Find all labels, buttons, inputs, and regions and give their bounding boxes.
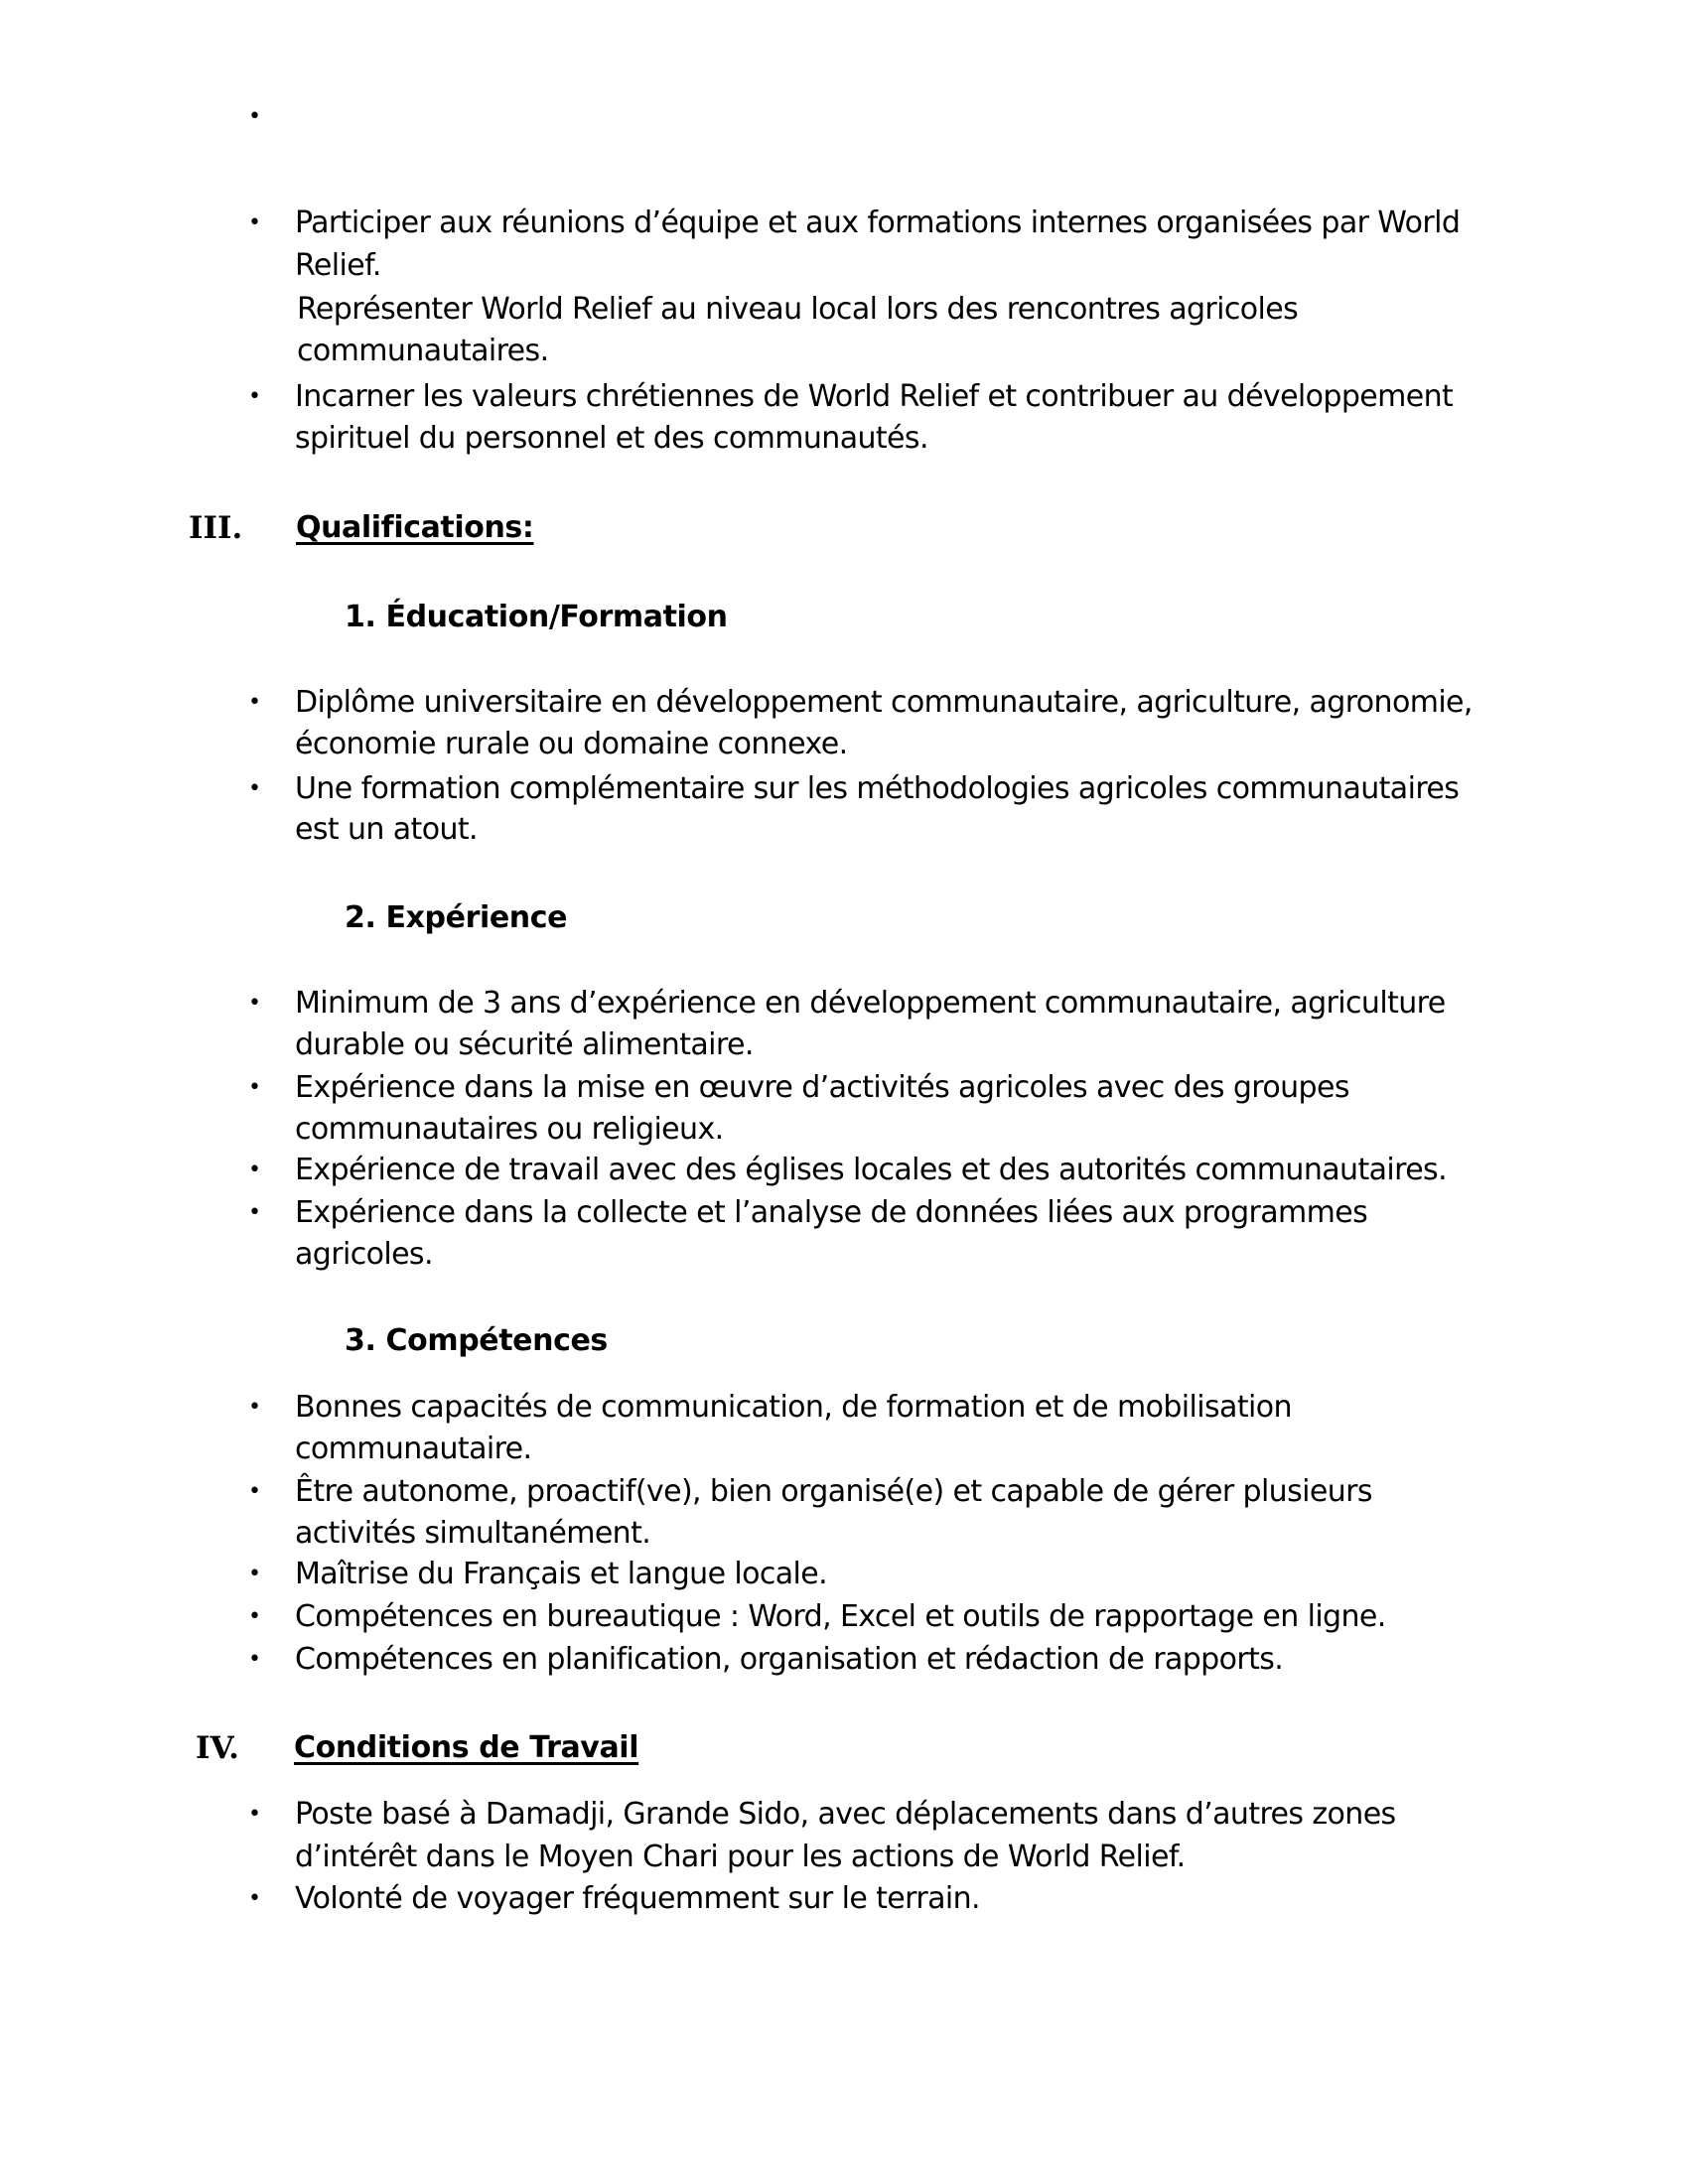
list-item-line: Expérience de travail avec des églises locales et des autorités communautaires. <box>295 1153 1448 1187</box>
list-item-line: Représenter World Relief au niveau local lors des rencontres agricoles <box>297 292 1299 327</box>
list-item-line: économie rurale ou domaine connexe. <box>295 727 848 761</box>
bullet-icon: • <box>248 991 261 1016</box>
list-item-line: Expérience dans la mise en œuvre d’activités agricoles avec des groupes <box>295 1070 1349 1105</box>
section-number: IV. <box>196 1730 239 1766</box>
bullet-icon: • <box>248 384 261 409</box>
bullet-icon: • <box>248 1562 261 1586</box>
bullet-icon: • <box>248 1158 261 1182</box>
list-item-line: Maîtrise du Français et langue locale. <box>295 1557 828 1591</box>
subsection-heading: 1. Éducation/Formation <box>345 600 728 634</box>
bullet-icon: • <box>248 1200 261 1225</box>
list-item-line: Relief. <box>295 248 381 283</box>
list-item-line: Compétences en bureautique : Word, Excel et outils de rapportage en ligne. <box>295 1599 1386 1634</box>
bullet-icon: • <box>248 1604 261 1629</box>
section-title: Qualifications: <box>296 510 534 545</box>
bullet-icon: • <box>248 776 261 801</box>
list-item-line: communautaire. <box>295 1432 532 1466</box>
bullet-icon: • <box>248 1395 261 1420</box>
bullet-icon: • <box>248 1886 261 1911</box>
bullet-icon: • <box>248 690 261 715</box>
section-title: Conditions de Travail <box>294 1730 639 1765</box>
section-number: III. <box>189 510 243 546</box>
list-item-line: agricoles. <box>295 1237 433 1272</box>
list-item-line: Bonnes capacités de communication, de formation et de mobilisation <box>295 1390 1292 1425</box>
list-item-line: Participer aux réunions d’équipe et aux formations internes organisées par World <box>295 205 1461 240</box>
empty-bullet: • <box>248 104 261 129</box>
list-item-line: d’intérêt dans le Moyen Chari pour les actions de World Relief. <box>295 1840 1186 1874</box>
bullet-icon: • <box>248 210 261 235</box>
subsection-heading: 2. Expérience <box>345 900 568 935</box>
bullet-icon: • <box>248 1647 261 1672</box>
list-item-line: Diplôme universitaire en développement communautaire, agriculture, agronomie, <box>295 685 1473 720</box>
list-item-line: spirituel du personnel et des communautés. <box>295 421 928 456</box>
subsection-heading: 3. Compétences <box>345 1323 608 1358</box>
bullet-icon: • <box>248 1479 261 1504</box>
bullet-icon: • <box>248 1802 261 1827</box>
list-item-line: durable ou sécurité alimentaire. <box>295 1027 754 1062</box>
list-item-line: Expérience dans la collecte et l’analyse de données liées aux programmes <box>295 1195 1368 1230</box>
list-item-line: activités simultanément. <box>295 1516 651 1551</box>
list-item-line: communautaires. <box>297 334 549 368</box>
list-item-line: Une formation complémentaire sur les méthodologies agricoles communautaires <box>295 771 1460 806</box>
list-item-line: Minimum de 3 ans d’expérience en développement communautaire, agriculture <box>295 986 1446 1021</box>
list-item-line: Volonté de voyager fréquemment sur le terrain. <box>295 1881 980 1916</box>
list-item-line: Compétences en planification, organisation et rédaction de rapports. <box>295 1642 1284 1677</box>
bullet-icon: • <box>248 1075 261 1100</box>
list-item-line: Être autonome, proactif(ve), bien organisé(e) et capable de gérer plusieurs <box>295 1474 1372 1509</box>
list-item-line: Incarner les valeurs chrétiennes de World Relief et contribuer au développement <box>295 379 1454 414</box>
list-item-line: communautaires ou religieux. <box>295 1112 724 1147</box>
list-item-line: Poste basé à Damadji, Grande Sido, avec déplacements dans d’autres zones <box>295 1797 1396 1832</box>
list-item-line: est un atout. <box>295 812 478 847</box>
